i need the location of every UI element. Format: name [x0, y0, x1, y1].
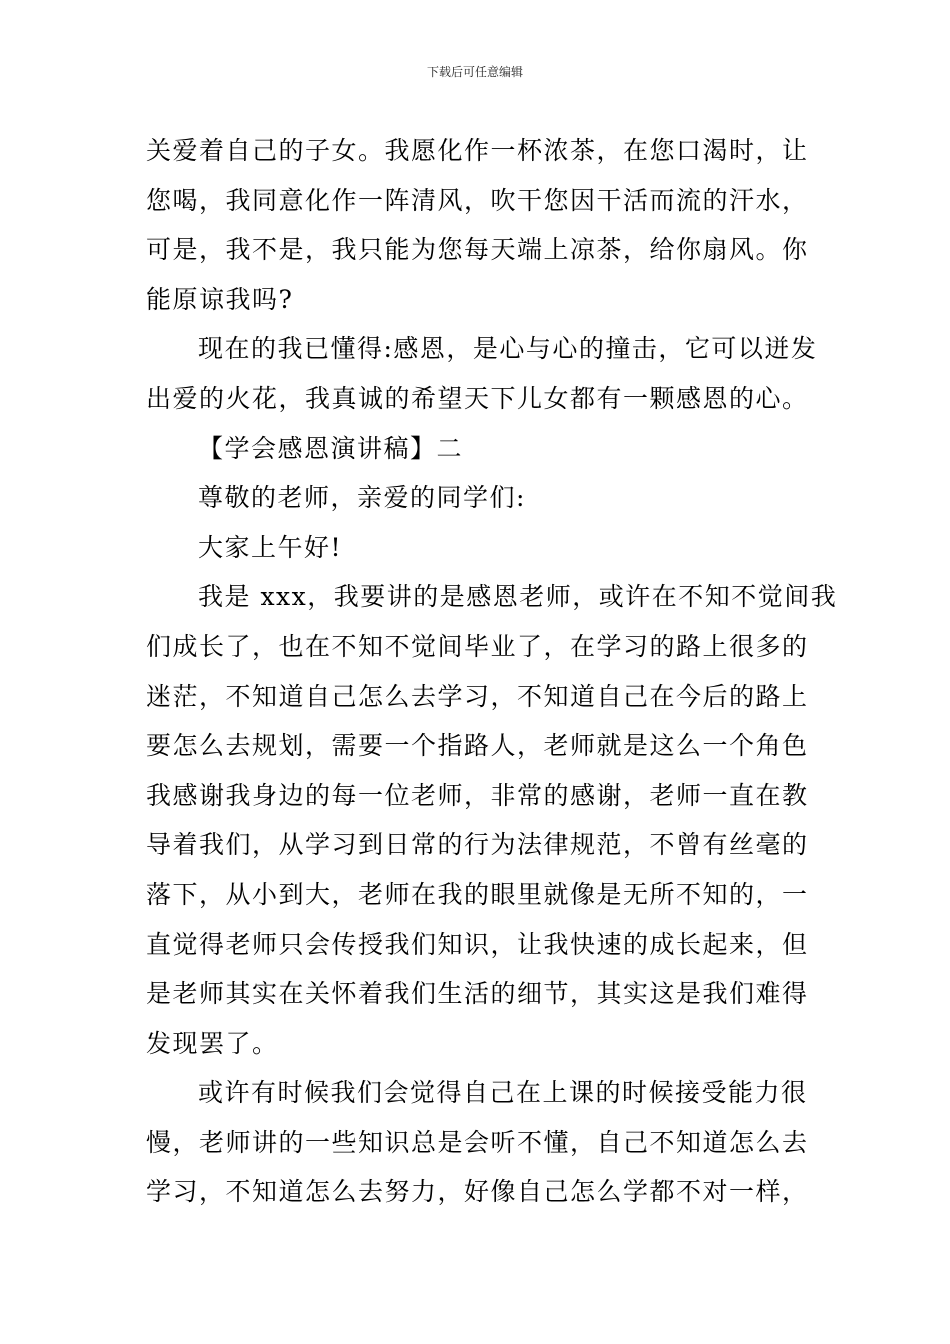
text-line: 出爱的火花，我真诚的希望天下儿女都有一颗感恩的心。	[146, 383, 809, 413]
text-line: 【学会感恩演讲稿】二	[198, 433, 464, 463]
text-line: 现在的我已懂得:感恩，是心与心的撞击，它可以迸发	[198, 334, 818, 364]
text-line: 直觉得老师只会传授我们知识，让我快速的成长起来，但	[146, 929, 809, 959]
text-line: 要怎么去规划，需要一个指路人，老师就是这么一个角色	[146, 731, 809, 761]
page-header: 下载后可任意编辑	[426, 65, 523, 79]
text-line: 发现罢了。	[146, 1028, 279, 1058]
text-line: 落下，从小到大，老师在我的眼里就像是无所不知的，一	[146, 879, 809, 909]
text-line: 我感谢我身边的每一位老师，非常的感谢，老师一直在教	[146, 780, 809, 810]
text-line: 导着我们，从学习到日常的行为法律规范，不曾有丝毫的	[146, 830, 809, 860]
text-line: 关爱着自己的子女。我愿化作一杯浓茶，在您口渴时，让	[146, 136, 809, 165]
text-line: 迷茫，不知道自己怎么去学习，不知道自己在今后的路上	[146, 681, 809, 711]
text-line: 您喝，我同意化作一阵清风，吹干您因干活而流的汗水，	[146, 185, 809, 215]
text-line: 学习，不知道怎么去努力，好像自己怎么学都不对一样，	[146, 1177, 809, 1207]
text-line: 们成长了，也在不知不觉间毕业了，在学习的路上很多的	[146, 631, 809, 661]
text-line: 或许有时候我们会觉得自己在上课的时候接受能力很	[198, 1078, 808, 1108]
text-line: 我是 xxx，我要讲的是感恩老师，或许在不知不觉间我	[198, 582, 838, 612]
text-line: 尊敬的老师，亲爱的同学们:	[198, 483, 526, 513]
document-body	[146, 126, 838, 1217]
text-line: 是老师其实在关怀着我们生活的细节，其实这是我们难得	[146, 979, 809, 1009]
text-line: 能原谅我吗?	[146, 284, 294, 314]
text-line: 慢，老师讲的一些知识总是会听不懂，自己不知道怎么去	[146, 1127, 809, 1157]
text-line: 可是，我不是，我只能为您每天端上凉茶，给你扇风。你	[146, 235, 809, 265]
text-line: 大家上午好!	[198, 532, 343, 562]
